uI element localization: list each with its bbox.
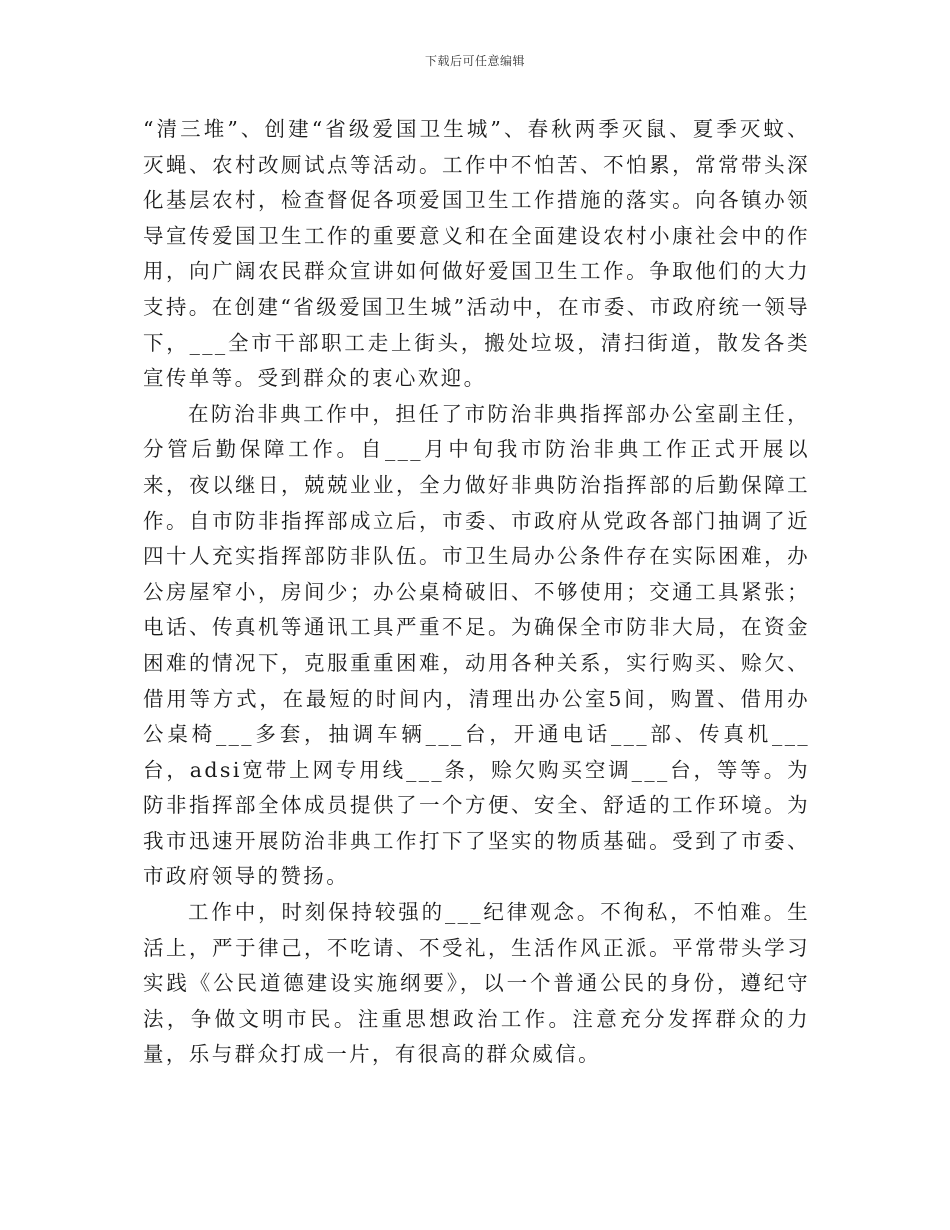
paragraph-1: “清三堆”、创建“省级爱国卫生城”、春秋两季灭鼠、夏季灭蚊、灭蝇、农村改厕试点等活动。工作中不怕苦、不怕累，常常带头深化基层农村，检查督促各项爱国卫生工作措施的落实。向各镇办领导宣传爱国卫生工作的重要意义和在全面建设农村小康社会中的作用，向广阔农民群众宣讲如何做好爱国卫生工作。争取他们的大力支持。在创建“省级爱国卫生城”活动中，在市委、市政府统一领导下，___全市干部职工走上街头，搬处垃圾，清扫街道，散发各类宣传单等。受到群众的衷心欢迎。 xyxy=(143,117,810,391)
paragraph-2: 在防治非典工作中，担任了市防治非典指挥部办公室副主任，分管后勤保障工作。自___月中旬我市防治非典工作正式开展以来，夜以继日，兢兢业业，全力做好非典防治指挥部的后勤保障工作。自市防非指挥部成立后，市委、市政府从党政各部门抽调了近四十人充实指挥部防非队伍。市卫生局办公条件存在实际困难，办公房屋窄小，房间少；办公桌椅破旧、不够使用；交通工具紧张；电话、传真机等通讯工具严重不足。为确保全市防非大局，在资金困难的情况下，克服重重困难，动用各种关系，实行购买、赊欠、借用等方式，在最短的时间内，清理出办公室5间，购置、借用办公桌椅___多套，抽调车辆___台，开通电话___部、传真机___台，adsi宽带上网专用线___条，赊欠购买空调___台，等等。为防非指挥部全体成员提供了一个方便、安全、舒适的工作环境。为我市迅速开展防治非典工作打下了坚实的物质基础。受到了市委、市政府领导的赞扬。 xyxy=(143,401,810,889)
page-header: 下载后可任意编辑 xyxy=(424,54,525,68)
document-body xyxy=(143,112,810,1073)
paragraph-3: 工作中，时刻保持较强的___纪律观念。不徇私，不怕难。生活上，严于律己，不吃请、不受礼，生活作风正派。平常带头学习实践《公民道德建设实施纲要》，以一个普通公民的身份，遵纪守法，争做文明市民。注重思想政治工作。注意充分发挥群众的力量，乐与群众打成一片，有很高的群众威信。 xyxy=(143,900,810,1067)
